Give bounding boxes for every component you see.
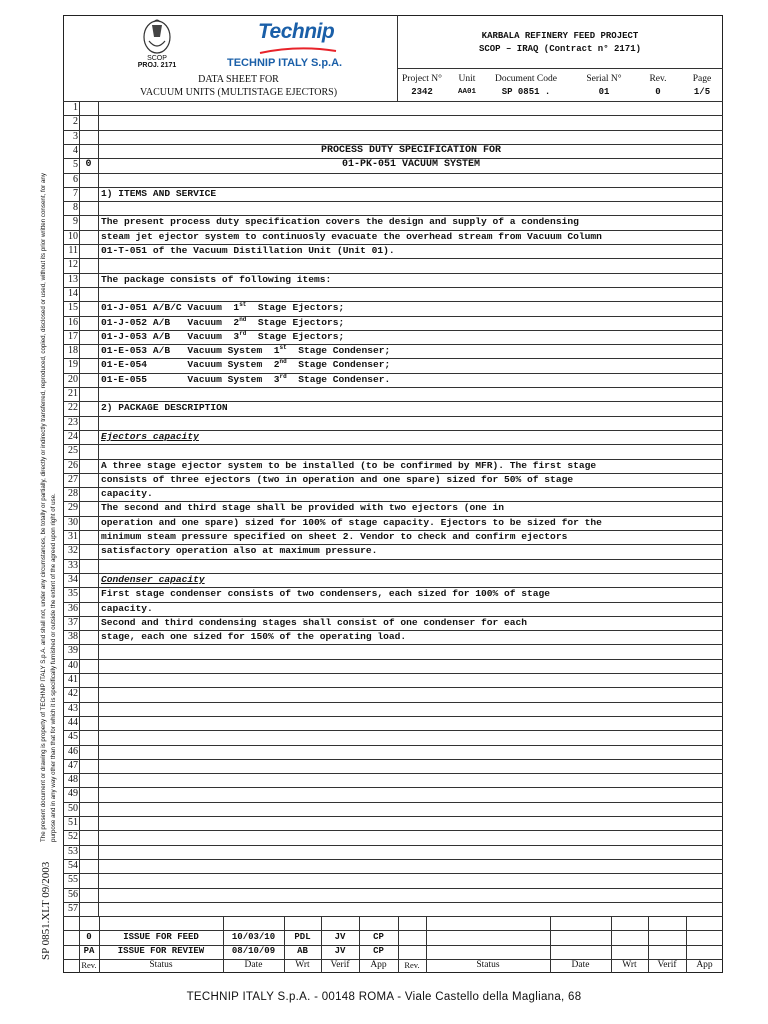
row-text-main: satisfactory operation also at maximum pressure. [101,545,378,557]
row-rule [63,802,723,803]
row-text-tail: Stage Ejectors; [246,302,345,314]
row-number: 29 [68,502,78,514]
row-text-tail: Stage Condenser. [286,373,391,385]
row-text-tail: Stage Ejectors; [246,330,345,342]
row-number: 23 [68,416,78,428]
row-rule [63,716,723,717]
row-number: 51 [68,817,78,828]
value-serial-no: 01 [598,87,610,97]
row-text [101,230,602,244]
revision-rev-value: PA [83,946,95,957]
row-text-main: First stage condenser consists of two condensers, each sized for 100% of stage [101,588,551,600]
row-rule [63,287,723,288]
revision-header-app: App [370,960,387,971]
row-text [101,602,153,616]
ordinal-suffix: nd [279,358,287,366]
row-number: 18 [68,345,78,357]
revision-status-value: ISSUE FOR REVIEW [117,946,205,957]
row-text [101,544,377,558]
row-text [101,330,344,344]
row-text-main: 01-E-055 Vacuum System 3 [101,373,280,385]
row-text [101,587,550,601]
row-text [101,215,579,229]
scop-logo [132,17,182,67]
ordinal-suffix: st [279,344,287,352]
row-number: 6 [73,173,78,185]
side-form-code: SP 0851.XLT 09/2003 [40,861,52,960]
ordinal-suffix: rd [239,329,247,337]
row-number: 40 [68,659,78,671]
row-number: 42 [68,688,78,700]
row-number: 41 [68,674,78,685]
row-number: 54 [68,859,78,871]
row-text-tail: Stage Condenser; [286,345,391,357]
revision-verif-value: JV [334,946,346,957]
revision-status-value: ISSUE FOR FEED [123,931,199,942]
row-rule [63,444,723,445]
ordinal-suffix: rd [279,372,287,380]
revision-verif-value: JV [334,931,346,942]
row-text [101,459,596,473]
row-text-tail: Stage Condenser; [286,359,391,371]
row-rule [63,258,723,259]
row-rule [63,830,723,831]
revision-header-verif: Verif [657,960,677,971]
row-text-main: 01-J-051 A/B/C Vacuum 1 [101,302,240,314]
row-number: 36 [68,602,78,614]
row-rule [63,130,723,131]
row-number: 33 [68,559,78,571]
row-number: 4 [73,144,78,156]
project-title-line-1: KARBALA REFINERY FEED PROJECT [481,31,639,41]
header-bottom-line [63,101,723,102]
row-number: 5 [73,159,78,171]
row-number: 44 [68,716,78,728]
row-rule [63,787,723,788]
row-text [101,158,721,172]
row-text [101,244,395,258]
row-number: 25 [68,445,78,457]
row-number: 55 [68,874,78,886]
row-text-main: Second and third condensing stages shall consist of one condenser for each [101,616,528,628]
row-text [101,530,567,544]
row-number: 16 [68,316,78,328]
revision-column-line [98,101,99,916]
row-number: 3 [73,130,78,142]
row-text-main: The second and third stage shall be provided with two ejectors (one in [101,502,505,514]
row-number: 2 [73,116,78,128]
row-text [101,573,205,587]
row-number: 7 [73,187,78,199]
row-number: 50 [68,802,78,814]
row-text-main: Condenser capacity [101,573,205,585]
revision-rev-value: 0 [86,931,92,942]
row-number: 26 [68,459,78,471]
row-rule [63,673,723,674]
scop-logo-text: SCOP [147,55,167,62]
row-rule [63,687,723,688]
row-text-main: capacity. [101,602,153,614]
row-number: 45 [68,731,78,743]
revision-date-value: 08/10/09 [231,946,276,957]
row-number: 22 [68,402,78,414]
row-text [101,144,721,158]
row-text-main: A three stage ejector system to be installed (to be confirmed by MFR). The first stage [101,459,597,471]
row-text [101,301,344,315]
row-rule [63,859,723,860]
value-page: 1/5 [693,87,711,97]
label-rev: Rev. [649,74,667,84]
ordinal-suffix: nd [239,315,247,323]
row-text-main: 01-T-051 of the Vacuum Distillation Unit (Unit 01). [101,245,395,256]
row-number: 57 [68,902,78,914]
row-text-main: 2) PACKAGE DESCRIPTION [101,402,228,414]
row-rule [63,759,723,760]
header-divider-right [397,68,723,69]
row-number: 8 [73,202,78,214]
row-text-main: consists of three ejectors (two in operation and one spare) sized for 50% of stage [101,473,574,485]
value-document-code: SP 0851 . [501,87,551,97]
row-number: 37 [68,616,78,628]
revision-header-status: Status [149,960,173,971]
row-text [101,616,527,630]
row-rule [63,873,723,874]
revision-header-rev: Rev. [81,960,97,971]
revision-header-date: Date [244,960,263,971]
row-rule [63,902,723,903]
row-number: 15 [68,302,78,314]
row-number: 47 [68,759,78,771]
row-text [101,501,504,515]
technip-logo: Technip [258,20,335,43]
sheet-title-line-1: DATA SHEET FOR [198,74,279,85]
row-number: 1 [73,102,78,113]
row-number: 30 [68,516,78,528]
row-number: 20 [68,373,78,385]
row-rule [63,173,723,174]
value-project-no: 2342 [411,87,433,97]
row-number: 39 [68,645,78,657]
row-text-tail: Stage Ejectors; [246,316,345,328]
row-number: 38 [68,631,78,643]
row-text-main: The package consists of following items: [101,273,332,285]
row-rule [63,702,723,703]
row-text-main: capacity. [101,488,153,500]
row-rule [63,559,723,560]
row-text-main: 01-PK-051 VACUUM SYSTEM [341,159,481,171]
row-number: 43 [68,702,78,714]
row-number: 13 [68,273,78,285]
revision-app-value: CP [373,946,384,957]
revision-top-line [63,916,723,917]
revision-date-value: 10/03/10 [231,931,276,942]
row-number: 53 [68,845,78,857]
side-legal-notice-2: purpose and in any way other than that for which it is specifically furnished or outside the extent of the agreed upon right of use. [50,493,57,842]
ordinal-suffix: st [239,301,247,309]
row-number: 27 [68,473,78,485]
value-unit: AA01 [457,88,476,96]
row-text [101,430,199,444]
row-number: 19 [68,359,78,371]
row-number: 14 [68,287,78,299]
label-project-no: Project N° [402,74,442,84]
row-text-main: Ejectors capacity [101,430,199,442]
row-rule [63,816,723,817]
label-serial-no: Serial N° [586,74,622,84]
row-rule [63,644,723,645]
project-title-line-2: SCOP – IRAQ (Contract n° 2171) [478,44,642,54]
row-number: 10 [68,230,78,242]
revision-header-status: Status [476,960,500,971]
row-text-main: operation and one spare) sized for 100% of stage capacity. Ejectors to be sized for the [101,516,602,528]
row-number: 48 [68,774,78,786]
row-number: 17 [68,330,78,342]
row-number: 11 [68,245,78,256]
row-text [101,344,390,358]
revision-header-date: Date [571,960,590,971]
row-rule [63,745,723,746]
row-rule [63,115,723,116]
revision-header-wrt: Wrt [295,960,310,971]
label-unit: Unit [458,74,476,84]
row-number: 32 [68,545,78,557]
footer-address: TECHNIP ITALY S.p.A. - 00148 ROMA - Viale Castello della Magliana, 68 [186,991,582,1003]
row-rule [63,416,723,417]
row-rule [63,659,723,660]
row-rule [63,730,723,731]
row-text-main: steam jet ejector system to continuosly evacuate the overhead stream from Vacuum Column [101,230,602,242]
row-text [101,187,216,201]
row-number: 56 [68,888,78,900]
row-number: 9 [73,216,78,228]
row-text [101,401,228,415]
row-rule [63,888,723,889]
row-rule [63,487,723,488]
revision-header-app: App [696,960,713,971]
row-number: 52 [68,831,78,843]
row-rule [63,387,723,388]
row-text [101,516,602,530]
revision-header-wrt: Wrt [622,960,637,971]
row-rule [63,773,723,774]
row-text [101,358,390,372]
row-text [101,316,344,330]
row-number: 34 [68,573,78,585]
revision-header-verif: Verif [330,960,350,971]
row-text-main: stage, each one sized for 150% of the operating load. [101,631,407,643]
row-number: 35 [68,588,78,600]
label-document-code: Document Code [494,74,557,84]
revision-app-value: CP [373,931,384,942]
row-text-main: minimum steam pressure specified on sheet 2. Vendor to check and confirm ejectors [101,531,568,542]
value-rev: 0 [655,87,661,97]
row-rule [63,602,723,603]
row-rule [63,845,723,846]
row-text [101,373,390,387]
row-number: 46 [68,745,78,757]
row-number: 49 [68,788,78,800]
row-number: 12 [68,259,78,271]
sheet-title-line-2: VACUUM UNITS (MULTISTAGE EJECTORS) [139,87,338,98]
side-legal-notice-1: The present document or drawing is property of TECHNIP ITALY S.p.A. and shall not, under any circumstances, be totally or partially, directly or indirectly transferred, reproduced, copied, disclosed or used, without its prior written consent, for any [40,173,47,842]
row-text [101,630,406,644]
client-project-number: PROJ. 2171 [137,62,177,69]
row-text-main: 1) ITEMS AND SERVICE [101,187,217,199]
company-name: TECHNIP ITALY S.p.A. [227,57,343,69]
row-text [101,273,331,287]
row-number: 21 [68,388,78,399]
row-text-main: 01-E-053 A/B Vacuum System 1 [101,345,280,357]
row-number: 31 [68,531,78,542]
row-revision-mark: 0 [85,159,92,171]
row-text-main: 01-J-053 A/B Vacuum 3 [101,330,240,342]
revision-wrt-value: PDL [294,931,311,942]
row-text-main: 01-E-054 Vacuum System 2 [101,359,280,371]
row-number: 24 [68,430,78,442]
revision-wrt-value: AB [297,946,308,957]
label-page: Page [692,74,712,84]
row-text-main: 01-J-052 A/B Vacuum 2 [101,316,240,328]
revision-header-rev: Rev. [404,960,420,971]
row-text-main: The present process duty specification covers the design and supply of a condensing [101,216,579,228]
row-number-column-line [79,101,80,916]
row-number: 28 [68,488,78,500]
scop-emblem-icon [132,17,182,57]
row-text [101,487,153,501]
row-rule [63,201,723,202]
row-text [101,473,573,487]
row-text-main: PROCESS DUTY SPECIFICATION FOR [320,144,502,156]
